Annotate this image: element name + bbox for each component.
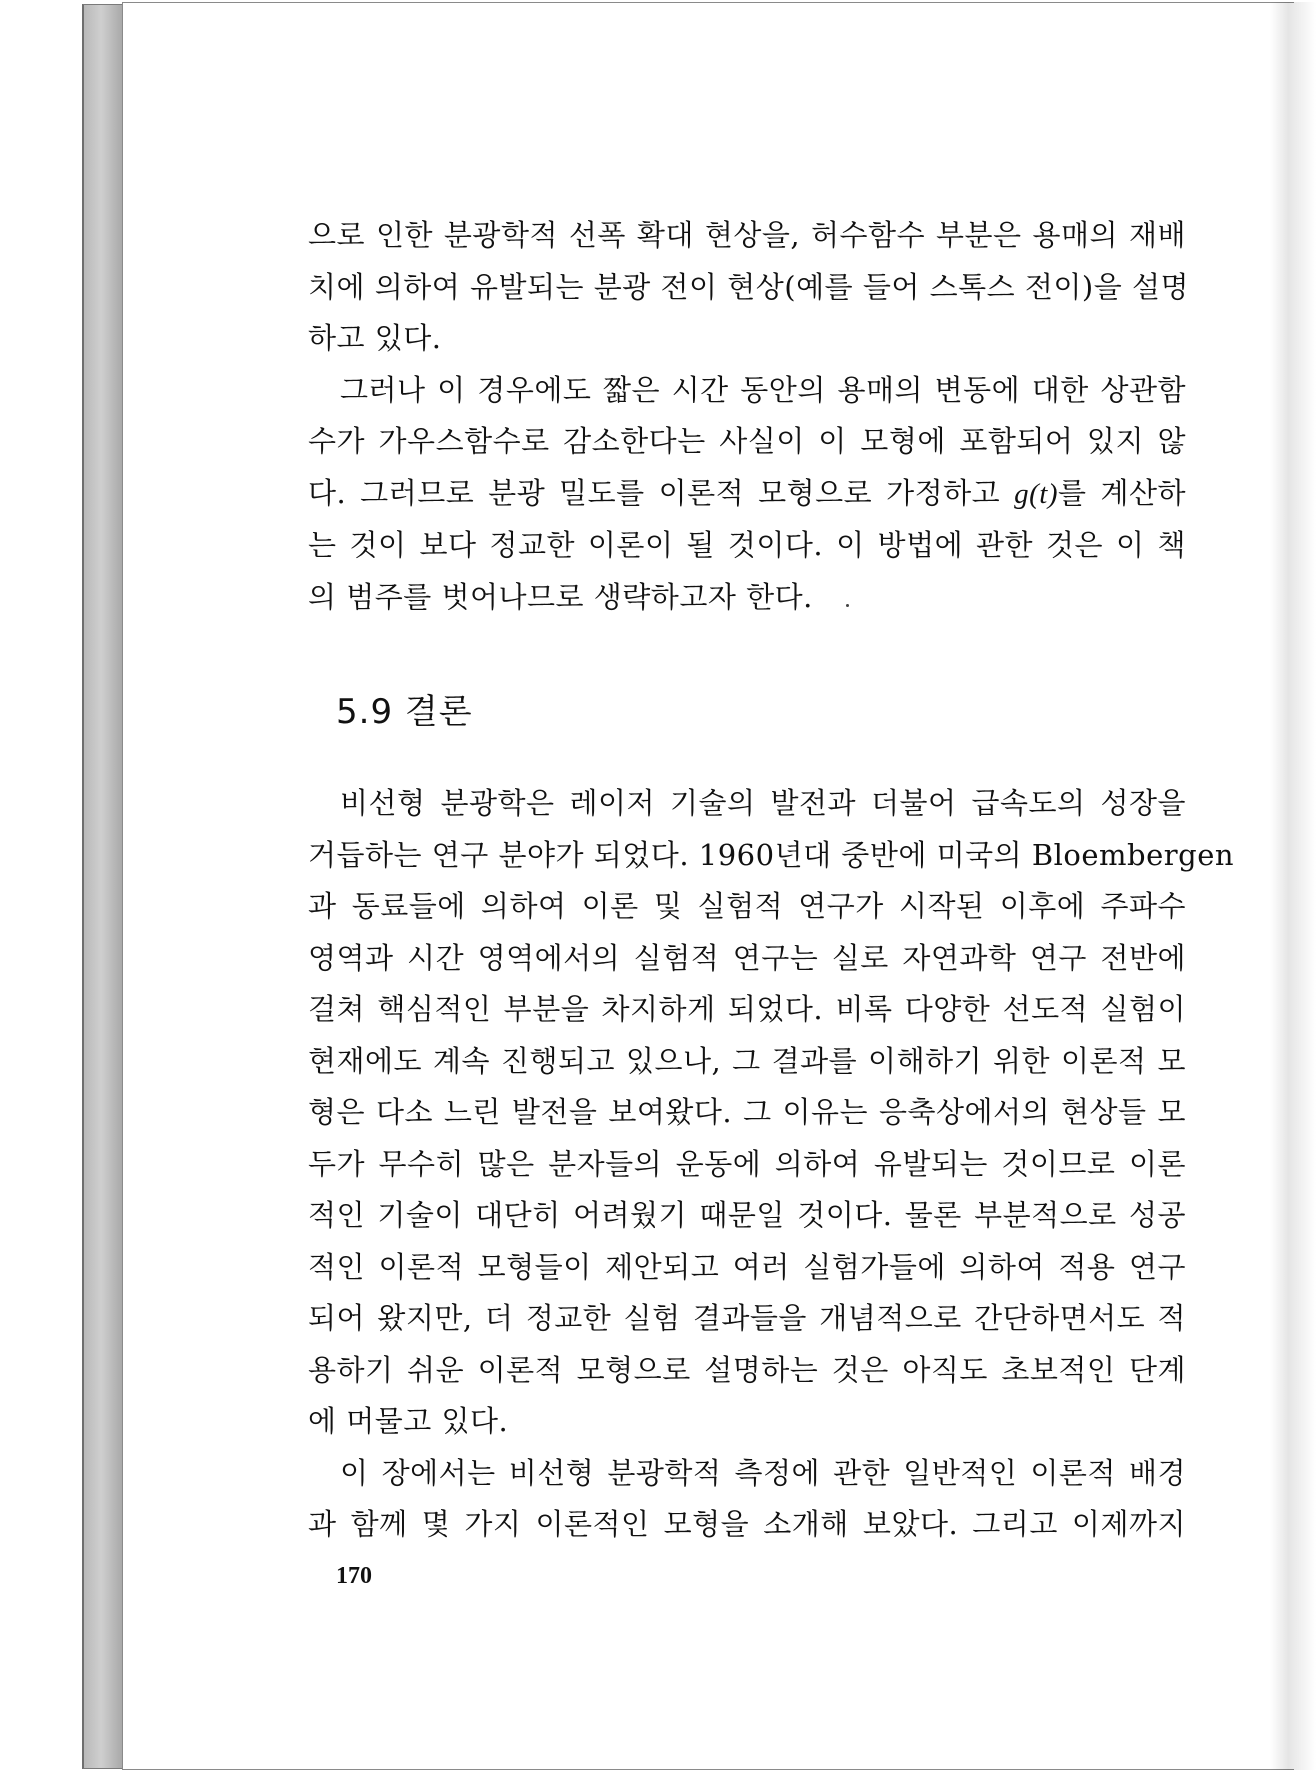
text-line: 거듭하는 연구 분야가 되었다. 1960년대 중반에 미국의 Bloembergen [308, 837, 1235, 872]
text-line: 하고 있다. [308, 321, 442, 355]
text-line: 영역과 시간 영역에서의 실험적 연구는 실로 자연과학 연구 전반에 [308, 940, 1186, 975]
text-line: 과 함께 몇 가지 이론적인 모형을 소개해 보았다. 그리고 이제까지 [308, 1507, 1186, 1541]
conclusion-paragraphs [308, 778, 1235, 1551]
text-line: 그러나 이 경우에도 짧은 시간 동안의 용매의 변동에 대한 상관함 [340, 372, 1186, 407]
text-line: 의 범주를 벗어나므로 생략하고자 한다. [308, 579, 813, 614]
text-line: 되어 왔지만, 더 정교한 실험 결과들을 개념적으로 간단하면서도 적 [308, 1301, 1186, 1335]
text-line: 비선형 분광학은 레이저 기술의 발전과 더불어 급속도의 성장을 [340, 786, 1186, 820]
text-fragment: 다. 그러므로 분광 밀도를 이론적 모형으로 가정하고 [308, 475, 1015, 510]
text-line: 치에 의하여 유발되는 분광 전이 현상(예를 들어 스톡스 전이)을 설명 [308, 269, 1189, 304]
text-line: 는 것이 보다 정교한 이론이 될 것이다. 이 방법에 관한 것은 이 책 [308, 528, 1186, 562]
text-line: 적인 이론적 모형들이 제안되고 여러 실험가들에 의하여 적용 연구 [308, 1249, 1186, 1284]
text-line: 이 장에서는 비선형 분광학적 측정에 관한 일반적인 이론적 배경 [340, 1455, 1186, 1490]
text-line: 으로 인한 분광학적 선폭 확대 현상을, 허수함수 부분은 용매의 재배 [308, 218, 1186, 252]
top-paragraphs [308, 210, 1189, 623]
text-line: 에 머물고 있다. [308, 1404, 509, 1438]
stray-dot-mark [846, 604, 849, 607]
text-line: 용하기 쉬운 이론적 모형으로 설명하는 것은 아직도 초보적인 단계 [308, 1352, 1186, 1387]
text-line: 과 동료들에 의하여 이론 및 실험적 연구가 시작된 이후에 주파수 [308, 889, 1186, 923]
book-spine-edge [82, 4, 122, 1769]
text-line-with-math [308, 468, 1186, 521]
text-line: 현재에도 계속 진행되고 있으나, 그 결과를 이해하기 위한 이론적 모 [308, 1043, 1186, 1078]
text-line: 적인 기술이 대단히 어려웠기 때문일 것이다. 물론 부분적으로 성공 [308, 1198, 1186, 1232]
page-number: 170 [336, 1563, 372, 1589]
text-line: 형은 다소 느린 발전을 보여왔다. 그 이유는 응축상에서의 현상들 모 [308, 1095, 1186, 1129]
text-line: 수가 가우스함수로 감소한다는 사실이 이 모형에 포함되어 있지 않 [308, 424, 1186, 458]
text-line: 두가 무수히 많은 분자들의 운동에 의하여 유발되는 것이므로 이론 [308, 1146, 1186, 1181]
text-fragment: 를 계산하 [1058, 475, 1186, 510]
page-shadow [1270, 2, 1316, 1770]
math-symbol-g-of-t: g(t) [1014, 477, 1058, 510]
text-line: 걸쳐 핵심적인 부분을 차지하게 되었다. 비록 다양한 선도적 실험이 [308, 992, 1186, 1026]
section-heading: 5.9 결론 [336, 692, 473, 732]
